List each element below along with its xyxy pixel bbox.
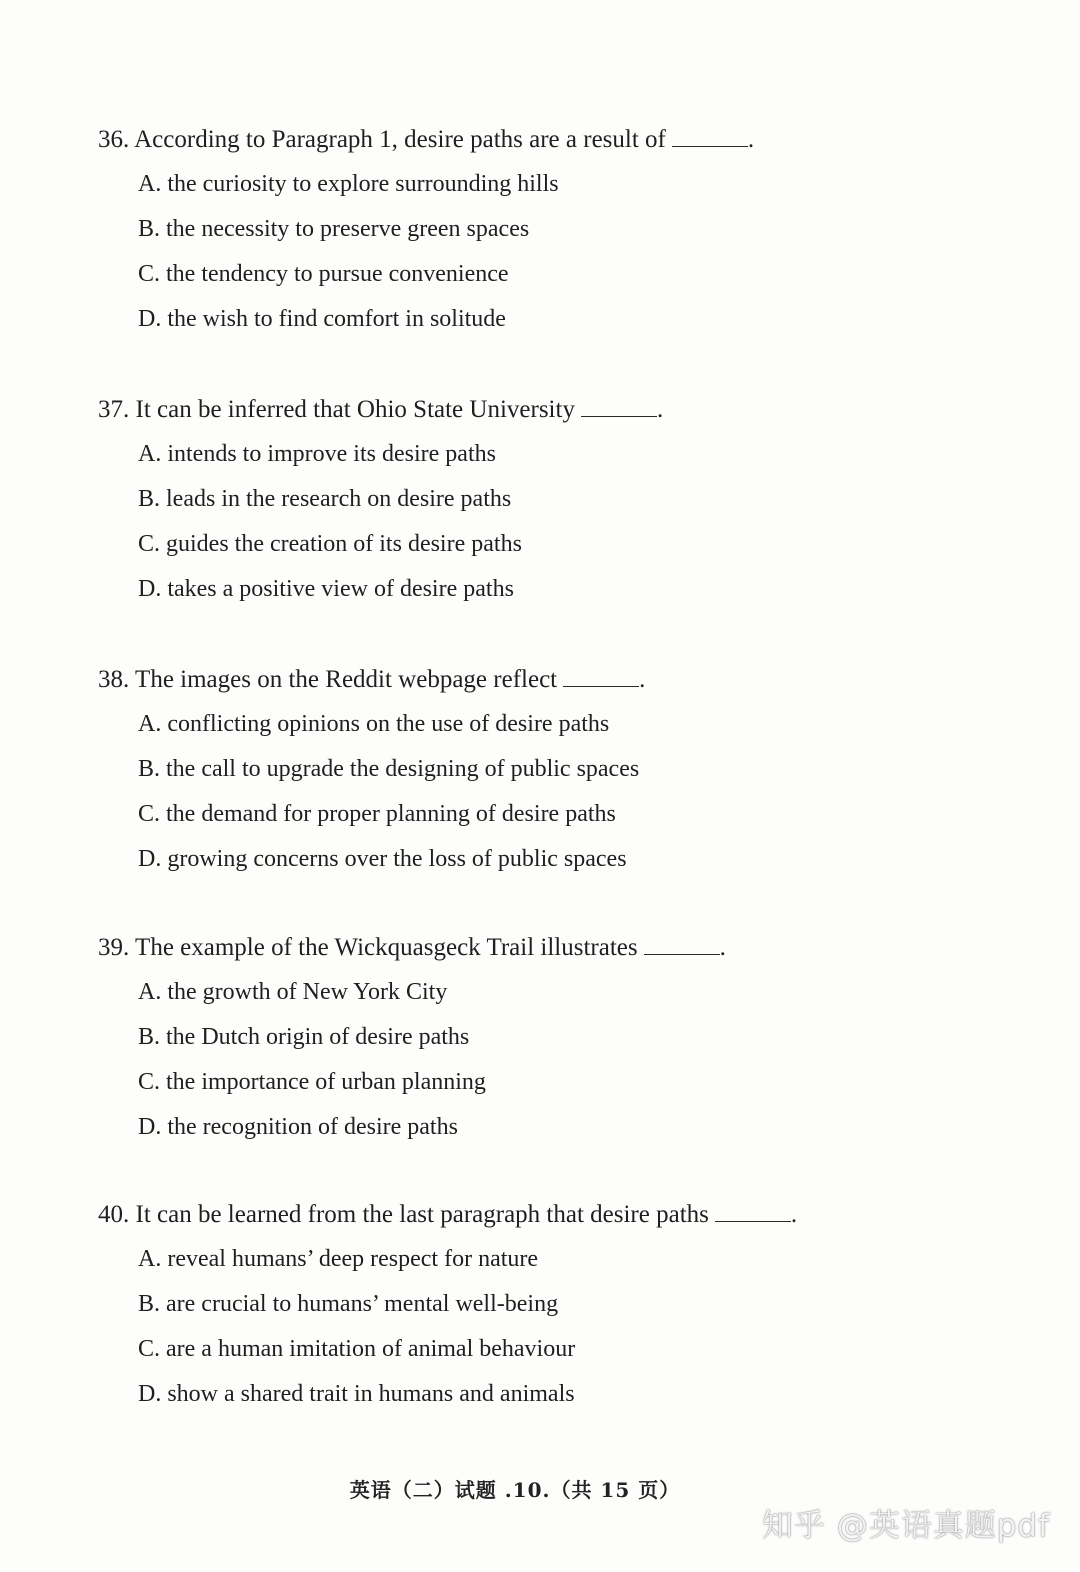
answer-blank [672, 124, 748, 147]
question-stem: 40. It can be learned from the last paragraph that desire paths . [98, 1201, 798, 1228]
option-b: B. the necessity to preserve green spaces [138, 216, 530, 242]
answer-blank [644, 932, 720, 955]
question-36 [98, 124, 998, 349]
option-a: A. the curiosity to explore surrounding hills [138, 171, 559, 197]
question-stem: 37. It can be inferred that Ohio State University . [98, 396, 664, 423]
question-stem: 39. The example of the Wickquasgeck Trail illustrates . [98, 934, 726, 961]
option-c: C. the tendency to pursue convenience [138, 261, 509, 287]
option-d: D. takes a positive view of desire paths [138, 576, 514, 602]
option-c: C. the importance of urban planning [138, 1069, 486, 1095]
option-c: C. the demand for proper planning of desire paths [138, 801, 616, 827]
option-a: A. intends to improve its desire paths [138, 441, 496, 467]
answer-blank [715, 1199, 791, 1222]
option-list [138, 709, 998, 874]
question-39 [98, 932, 998, 1157]
answer-blank [563, 664, 639, 687]
option-b: B. leads in the research on desire paths [138, 486, 512, 512]
answer-blank [581, 394, 657, 417]
page-footer: 英语（二）试题 .10.（共 15 页） [349, 1478, 681, 1502]
option-list [138, 169, 998, 334]
option-d: D. growing concerns over the loss of public spaces [138, 846, 627, 872]
option-a: A. conflicting opinions on the use of desire paths [138, 711, 610, 737]
watermark: 知乎 @英语真题pdf [761, 1508, 1050, 1544]
option-d: D. the wish to find comfort in solitude [138, 306, 506, 332]
option-b: B. are crucial to humans’ mental well-being [138, 1291, 559, 1317]
question-stem: 38. The images on the Reddit webpage reflect . [98, 666, 646, 693]
option-b: B. the Dutch origin of desire paths [138, 1024, 470, 1050]
option-d: D. the recognition of desire paths [138, 1114, 458, 1140]
question-40 [98, 1199, 998, 1424]
option-c: C. guides the creation of its desire paths [138, 531, 522, 557]
question-37 [98, 394, 998, 619]
option-d: D. show a shared trait in humans and animals [138, 1381, 575, 1407]
option-a: A. the growth of New York City [138, 979, 448, 1005]
question-stem: 36. According to Paragraph 1, desire paths are a result of . [98, 126, 755, 153]
option-list [138, 977, 998, 1142]
option-a: A. reveal humans’ deep respect for nature [138, 1246, 539, 1272]
question-38 [98, 664, 998, 889]
option-list [138, 1244, 998, 1409]
option-c: C. are a human imitation of animal behaviour [138, 1336, 576, 1362]
option-b: B. the call to upgrade the designing of public spaces [138, 756, 640, 782]
option-list [138, 439, 998, 604]
